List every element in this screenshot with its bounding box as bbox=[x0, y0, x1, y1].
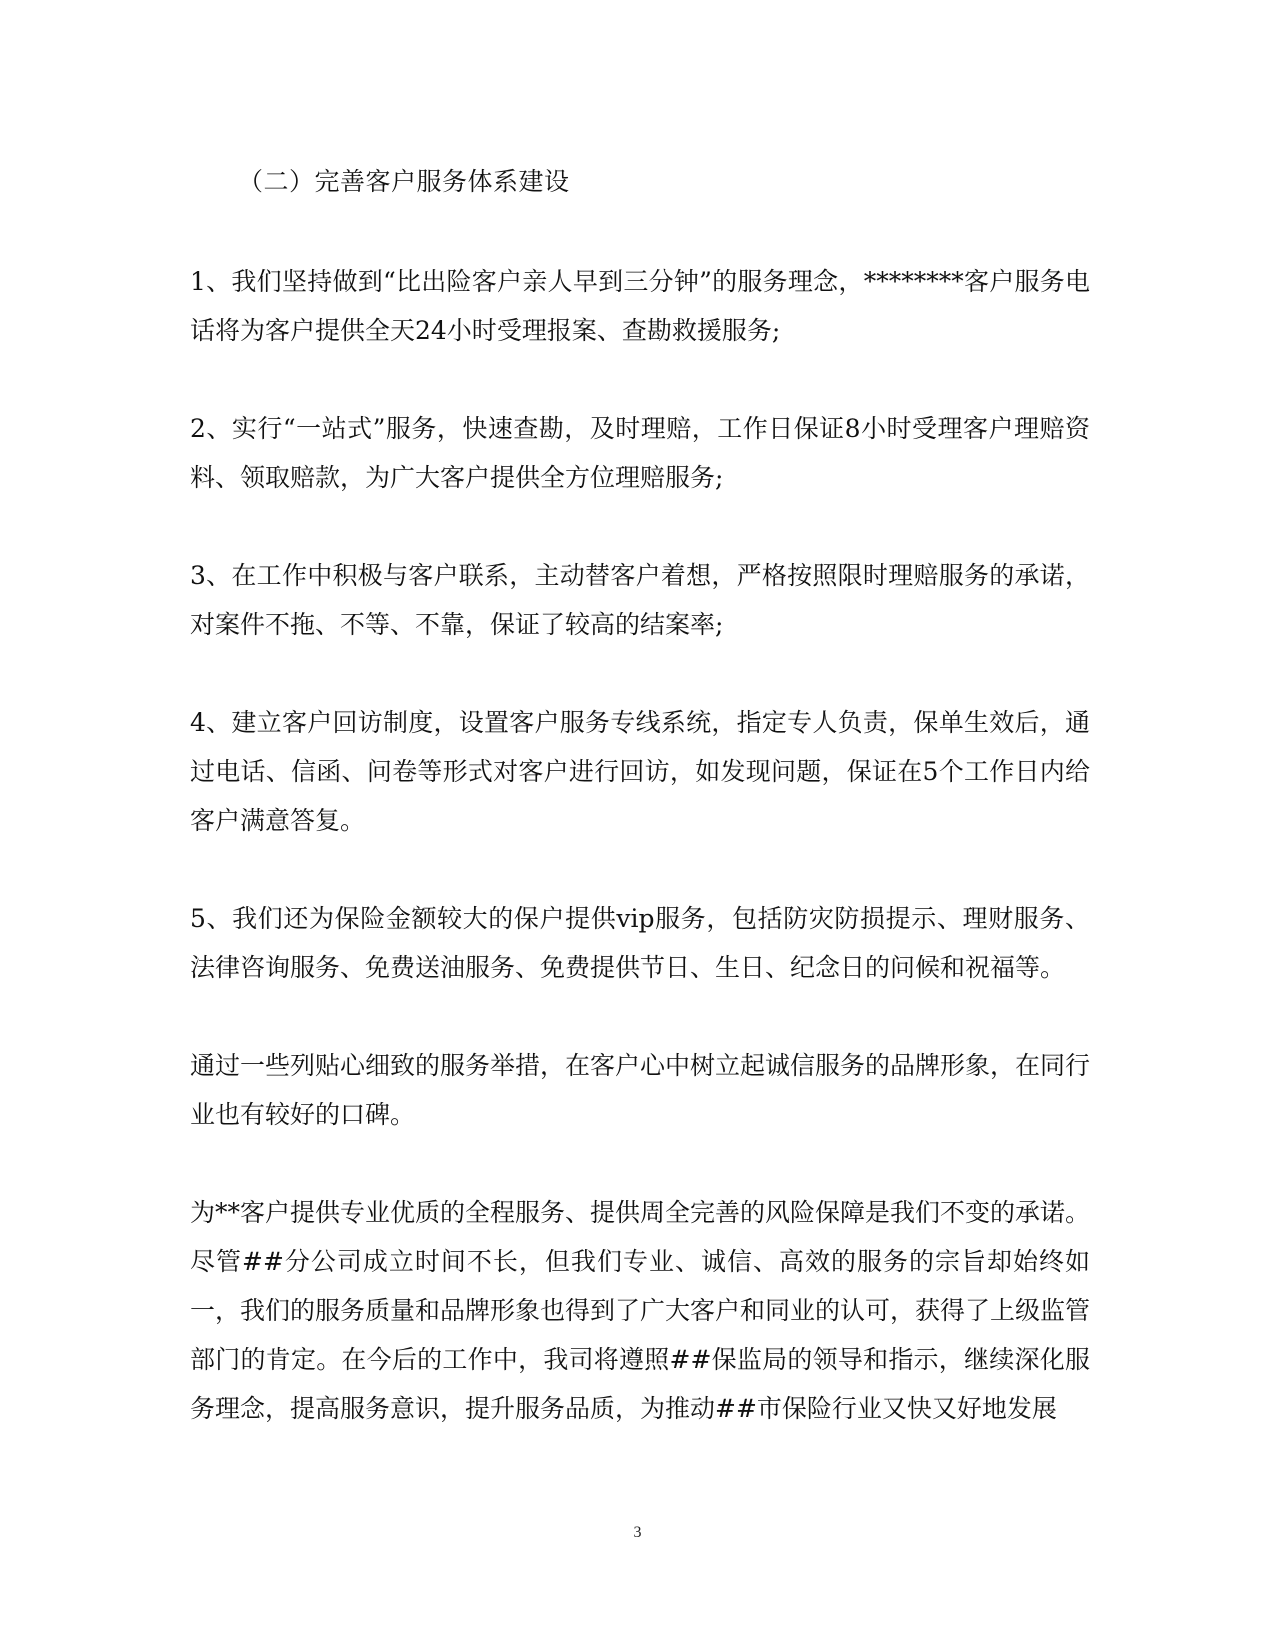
page-number: 3 bbox=[633, 1524, 642, 1541]
paragraph-item-1: 1、我们坚持做到“比出险客户亲人早到三分钟”的服务理念，********客户服务电话将为客户提供全天24小时受理报案、查勘救援服务; bbox=[190, 267, 1090, 345]
summary-paragraph: 通过一些列贴心细致的服务举措，在客户心中树立起诚信服务的品牌形象，在同行业也有较好的口碑。 bbox=[190, 1051, 1091, 1129]
paragraph-item-5: 5、我们还为保险金额较大的保户提供vip服务，包括防灾防损提示、理财服务、法律咨询服务、免费送油服务、免费提供节日、生日、纪念日的问候和祝福等。 bbox=[190, 904, 1090, 982]
paragraph-item-4: 4、建立客户回访制度，设置客户服务专线系统，指定专人负责，保单生效后，通过电话、信函、问卷等形式对客户进行回访，如发现问题，保证在5个工作日内给客户满意答复。 bbox=[190, 708, 1090, 835]
paragraph-item-2: 2、实行“一站式”服务，快速查勘，及时理赔，工作日保证8小时受理客户理赔资料、领取赔款，为广大客户提供全方位理赔服务; bbox=[190, 414, 1090, 492]
section-heading: （二）完善客户服务体系建设 bbox=[238, 167, 570, 196]
commitment-paragraph: 为**客户提供专业优质的全程服务、提供周全完善的风险保障是我们不变的承诺。尽管##分公司成立时间不长，但我们专业、诚信、高效的服务的宗旨却始终如一，我们的服务质量和品牌形象也得到了广大客户和同业的认可，获得了上级监管部门的肯定。在今后的工作中，我司将遵照##保监局的领导和指示，继续深化服务理念，提高服务意识，提升服务品质，为推动##市保险行业又快又好地发展 bbox=[190, 1198, 1091, 1423]
paragraph-item-3: 3、在工作中积极与客户联系，主动替客户着想，严格按照限时理赔服务的承诺，对案件不拖、不等、不靠，保证了较高的结案率; bbox=[190, 561, 1090, 639]
